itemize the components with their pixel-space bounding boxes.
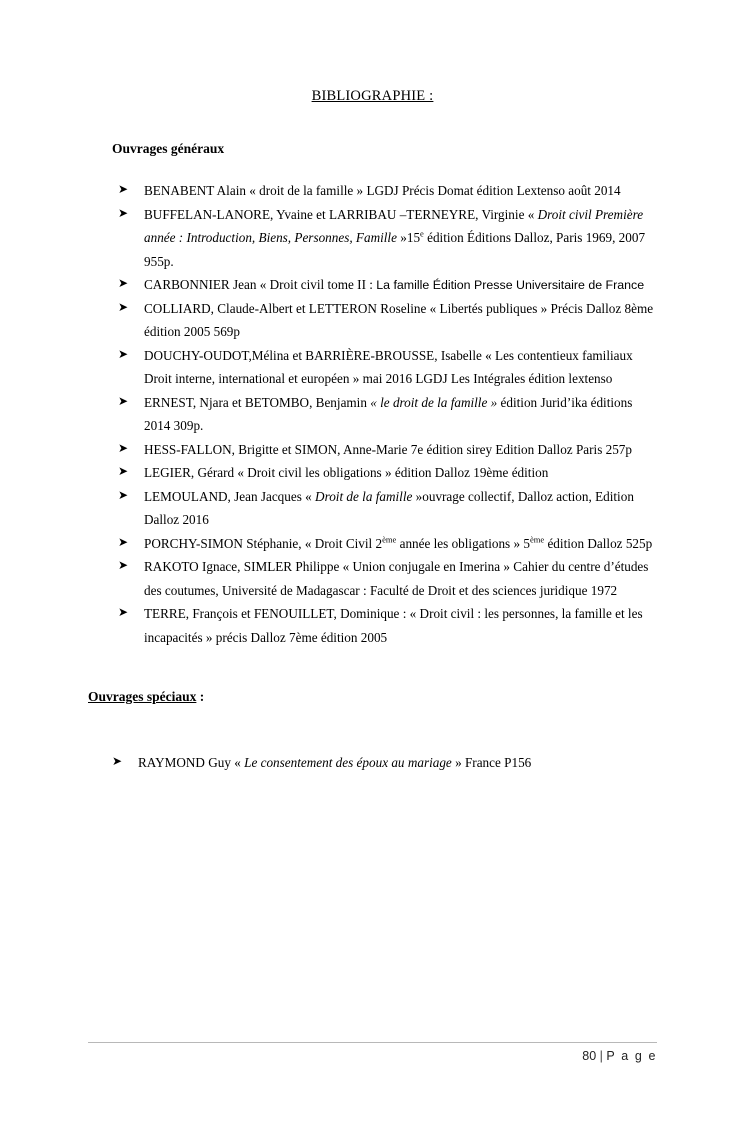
arrow-bullet-icon: ➤ — [118, 393, 129, 408]
bibliography-entry — [112, 751, 657, 775]
bibliography-entry — [118, 273, 657, 297]
arrow-bullet-icon: ➤ — [118, 299, 129, 314]
arrow-bullet-icon: ➤ — [118, 276, 129, 290]
bibliography-entry-text: RAYMOND Guy « Le consentement des époux au mariage » France P156 — [138, 755, 532, 770]
footer-page-number: 80 — [582, 1049, 597, 1063]
bibliography-entry — [118, 179, 657, 203]
bibliography-entry — [118, 438, 657, 462]
bibliography-entry-text: RAKOTO Ignace, SIMLER Philippe « Union conjugale en Imerina » Cahier du centre d’études des coutumes, Université de Madagascar : Faculté de Droit et des sciences juridique 1972 — [144, 559, 649, 598]
arrow-bullet-icon: ➤ — [118, 534, 129, 549]
bibliography-entry-text: BUFFELAN-LANORE, Yvaine et LARRIBAU –TERNEYRE, Virginie « Droit civil Première année : Introduction, Biens, Personnes, Famille »15e édition Éditions Dalloz, Paris 1969, 2007 955p. — [144, 206, 646, 269]
bibliography-list-special — [0, 751, 745, 775]
bibliography-entry — [118, 532, 657, 556]
bibliography-entry-text: CARBONNIER Jean « Droit civil tome II : La famille Édition Presse Universitaire de France — [144, 277, 645, 292]
page-title-text: BIBLIOGRAPHIE : — [311, 88, 434, 104]
arrow-bullet-icon: ➤ — [112, 754, 123, 768]
bibliography-entry-text: TERRE, François et FENOUILLET, Dominique : « Droit civil : les personnes, la famille et les incapacités » précis Dalloz 7ème édition 2005 — [144, 606, 643, 645]
bibliography-entry-text: LEGIER, Gérard « Droit civil les obligations » édition Dalloz 19ème édition — [144, 465, 549, 480]
bibliography-entry — [118, 461, 657, 485]
arrow-bullet-icon: ➤ — [118, 205, 129, 220]
bibliography-entry — [118, 602, 657, 649]
document-page — [0, 88, 745, 1141]
arrow-bullet-icon: ➤ — [118, 440, 129, 455]
arrow-bullet-icon: ➤ — [118, 487, 129, 502]
bibliography-entry-text: BENABENT Alain « droit de la famille » LGDJ Précis Domat édition Lextenso août 2014 — [144, 183, 621, 198]
bibliography-entry — [118, 555, 657, 602]
arrow-bullet-icon: ➤ — [118, 346, 129, 361]
arrow-bullet-icon: ➤ — [118, 605, 129, 619]
footer-page-label: P a g e — [606, 1049, 657, 1063]
section-heading-ouvrages-speciaux-label: Ouvrages spéciaux — [88, 689, 197, 704]
bibliography-entry — [118, 344, 657, 391]
bibliography-entry-text: HESS-FALLON, Brigitte et SIMON, Anne-Marie 7e édition sirey Edition Dalloz Paris 257p — [144, 441, 632, 457]
arrow-bullet-icon: ➤ — [118, 464, 129, 478]
bibliography-entry — [118, 485, 657, 532]
arrow-bullet-icon: ➤ — [118, 182, 129, 196]
bibliography-entry-text: DOUCHY-OUDOT,Mélina et BARRIÈRE-BROUSSE, Isabelle « Les contentieux familiaux Droit interne, international et européen » mai 2016 LGDJ Les Intégrales édition lextenso — [144, 347, 633, 386]
section-heading-ouvrages-speciaux — [88, 689, 745, 705]
bibliography-entry — [118, 203, 657, 274]
bibliography-entry-text: ERNEST, Njara et BETOMBO, Benjamin « le droit de la famille » édition Jurid’ika éditions 2014 309p. — [144, 394, 633, 433]
arrow-bullet-icon: ➤ — [118, 558, 129, 572]
footer-separator: | — [599, 1049, 603, 1063]
bibliography-entry-text: COLLIARD, Claude-Albert et LETTERON Roseline « Libertés publiques » Précis Dalloz 8ème édition 2005 569p — [144, 300, 654, 339]
footer-page-indicator — [88, 1043, 657, 1063]
bibliography-list-general — [0, 179, 745, 649]
section-heading-ouvrages-generaux: Ouvrages généraux — [112, 141, 225, 156]
bibliography-entry-text: LEMOULAND, Jean Jacques « Droit de la famille »ouvrage collectif, Dalloz action, Edition Dalloz 2016 — [144, 488, 634, 527]
section-heading-ouvrages-speciaux-tail: : — [196, 689, 205, 704]
bibliography-entry — [118, 297, 657, 344]
bibliography-entry — [118, 391, 657, 438]
bibliography-entry-text: PORCHY-SIMON Stéphanie, « Droit Civil 2ème année les obligations » 5ème édition Dalloz 525p — [144, 534, 653, 551]
page-title — [0, 88, 745, 105]
